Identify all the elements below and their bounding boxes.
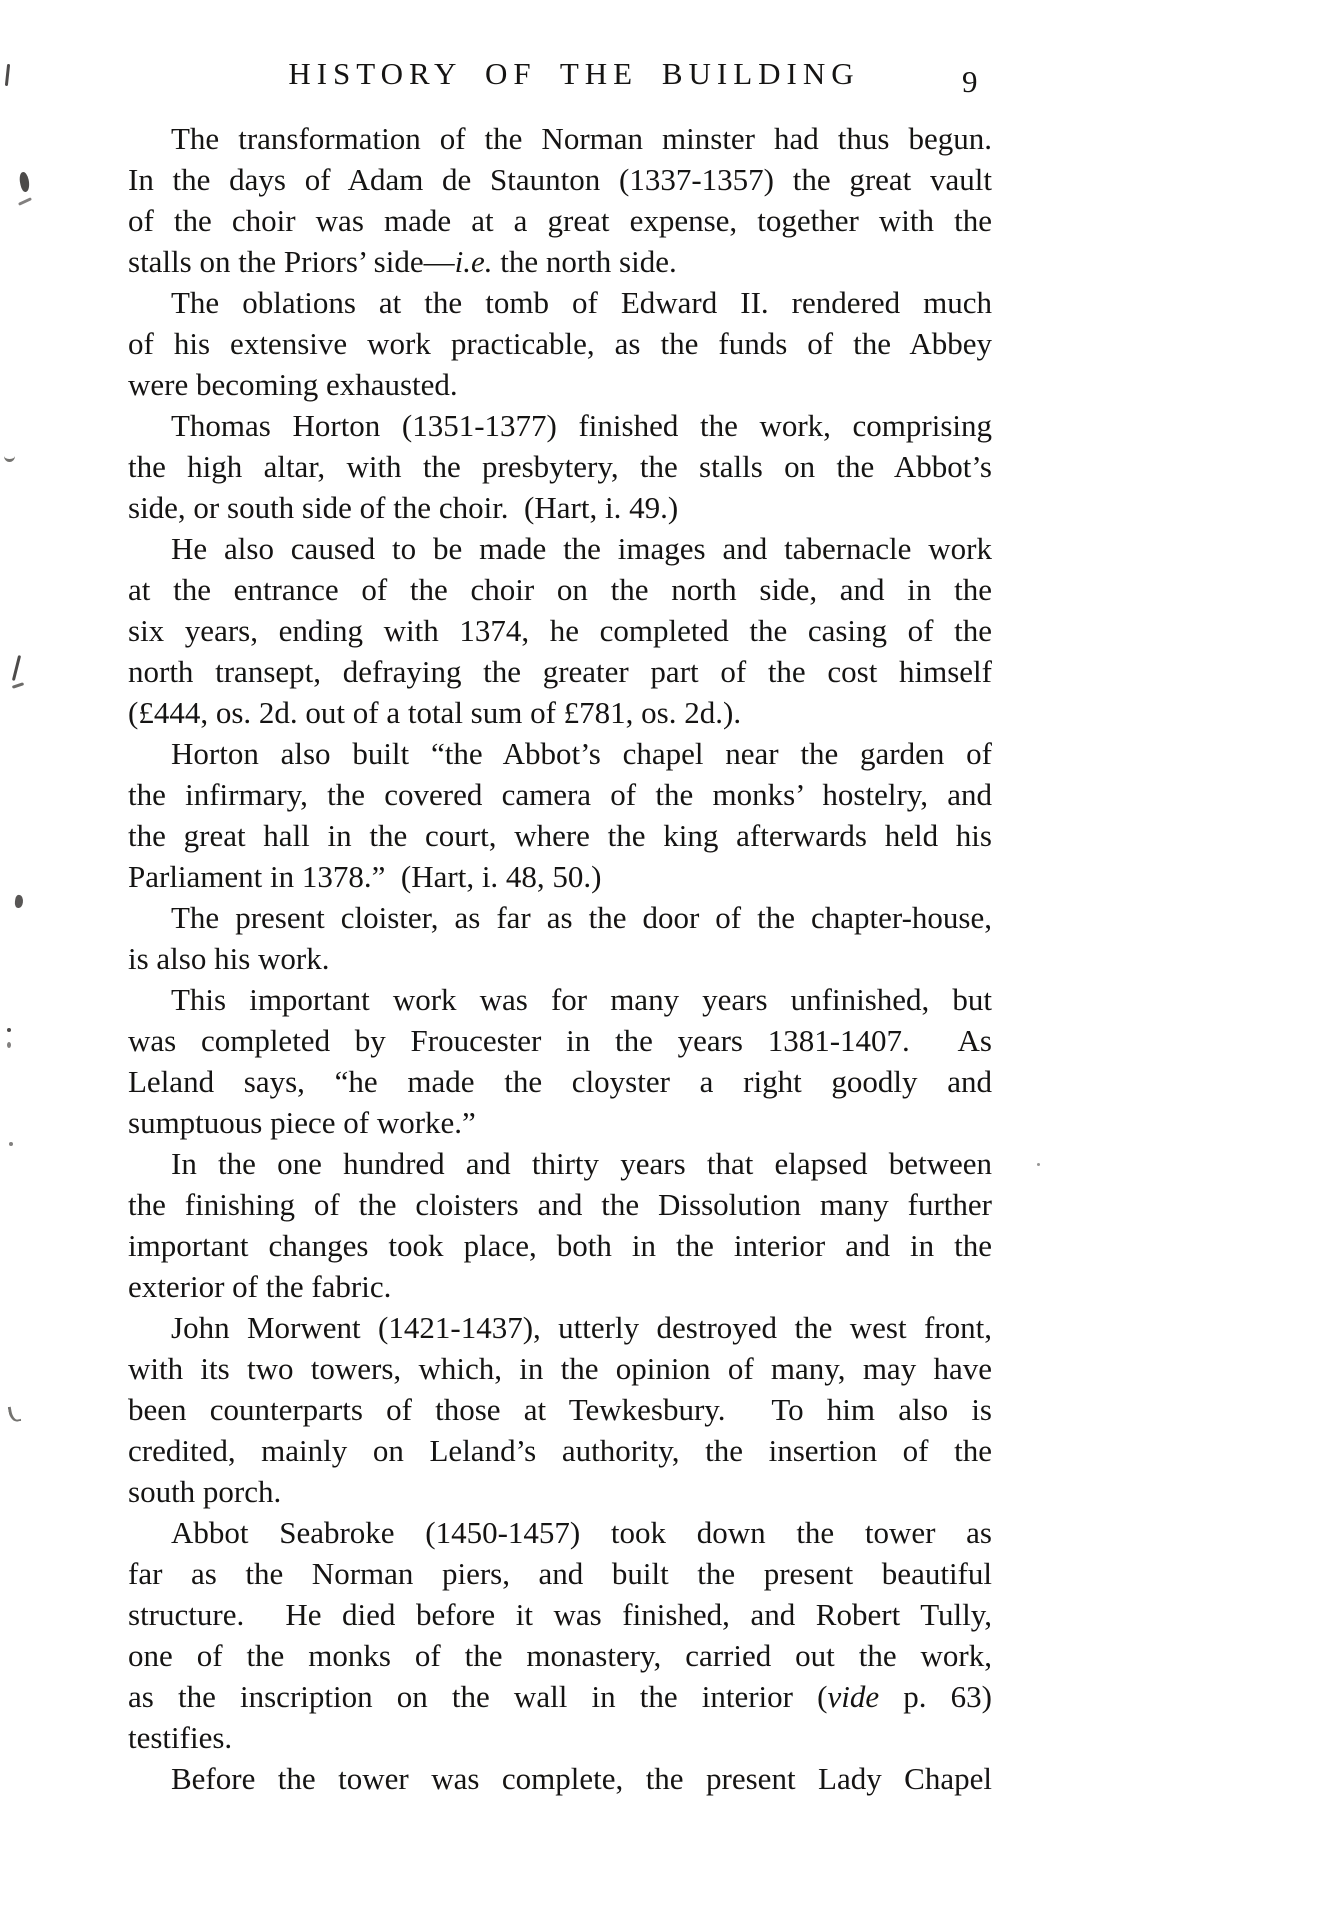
text-line: credited, mainly on Leland’s authority, the insertion of the <box>128 1433 992 1468</box>
text-line: The present cloister, as far as the door of the chapter-house, <box>171 900 992 935</box>
scan-speck <box>4 450 15 462</box>
text-line: side, or south side of the choir. (Hart, i. 49.) <box>128 490 679 525</box>
paragraph <box>128 733 992 897</box>
text-line: the great hall in the court, where the king afterwards held his <box>128 818 992 853</box>
scan-speck <box>12 682 24 689</box>
text-line: In the days of Adam de Staunton (1337-1357) the great vault <box>128 162 992 197</box>
text-line: of the choir was made at a great expense, together with the <box>128 203 992 238</box>
scan-speck <box>9 1142 13 1146</box>
paragraph <box>128 528 992 733</box>
text-line: Leland says, “he made the cloyster a right goodly and <box>128 1064 992 1099</box>
scan-speck <box>8 1405 22 1423</box>
scan-speck <box>18 171 31 192</box>
paragraph <box>128 897 992 979</box>
paragraph <box>128 1512 992 1758</box>
text-line: John Morwent (1421-1437), utterly destroyed the west front, <box>171 1310 992 1345</box>
text-line: important changes took place, both in the interior and in the <box>128 1228 992 1263</box>
text-line: six years, ending with 1374, he completed the casing of the <box>128 613 992 648</box>
text-line: In the one hundred and thirty years that elapsed between <box>171 1146 992 1181</box>
text-line: the high altar, with the presbytery, the stalls on the Abbot’s <box>128 449 992 484</box>
paragraph <box>128 118 992 282</box>
scan-speck <box>12 655 21 681</box>
text-line: Horton also built “the Abbot’s chapel near the garden of <box>171 736 992 771</box>
scan-speck <box>7 1042 11 1048</box>
paragraph <box>128 1758 992 1799</box>
text-line: The transformation of the Norman minster had thus begun. <box>171 121 992 156</box>
text-line: Before the tower was complete, the present Lady Chapel <box>171 1761 992 1796</box>
text-line: sumptuous piece of worke.” <box>128 1105 476 1140</box>
scan-speck <box>14 895 24 909</box>
text-line: The oblations at the tomb of Edward II. rendered much <box>171 285 992 320</box>
paragraph <box>128 282 992 405</box>
paragraph <box>128 1143 992 1307</box>
scan-speck <box>7 1028 11 1032</box>
text-line: structure. He died before it was finished, and Robert Tully, <box>128 1597 992 1632</box>
scan-speck <box>5 64 10 86</box>
text-line: of his extensive work practicable, as the funds of the Abbey <box>128 326 992 361</box>
scan-speck <box>18 197 32 206</box>
text-line: This important work was for many years unfinished, but <box>171 982 992 1017</box>
paragraph <box>128 405 992 528</box>
text-line: the finishing of the cloisters and the Dissolution many further <box>128 1187 992 1222</box>
text-line: as the inscription on the wall in the interior (vide p. 63) <box>128 1679 993 1714</box>
text-line: been counterparts of those at Tewkesbury. To him also is <box>128 1392 992 1427</box>
body-text <box>128 118 992 1799</box>
text-line: Parliament in 1378.” (Hart, i. 48, 50.) <box>128 859 602 894</box>
text-line: one of the monks of the monastery, carried out the work, <box>128 1638 992 1673</box>
text-line: testifies. <box>128 1720 233 1755</box>
text-line: at the entrance of the choir on the north side, and in the <box>128 572 992 607</box>
text-line: north transept, defraying the greater part of the cost himself <box>128 654 992 689</box>
text-line: south porch. <box>128 1474 282 1509</box>
text-line: He also caused to be made the images and tabernacle work <box>171 531 992 566</box>
text-line: the infirmary, the covered camera of the monks’ hostelry, and <box>128 777 992 812</box>
text-line: (£444, os. 2d. out of a total sum of £781, os. 2d.). <box>128 695 742 730</box>
paragraph <box>128 1307 992 1512</box>
page-number: 9 <box>962 64 978 99</box>
running-title: HISTORY OF THE BUILDING <box>288 56 860 91</box>
text-line: stalls on the Priors’ side—i.e. the north side. <box>128 244 677 279</box>
scan-speck <box>1037 1163 1040 1166</box>
text-line: were becoming exhausted. <box>128 367 458 402</box>
text-line: with its two towers, which, in the opinion of many, may have <box>128 1351 992 1386</box>
text-line: Thomas Horton (1351-1377) finished the work, comprising <box>171 408 992 443</box>
text-line: was completed by Froucester in the years 1381-1407. As <box>128 1023 992 1058</box>
text-line: exterior of the fabric. <box>128 1269 392 1304</box>
text-line: Abbot Seabroke (1450-1457) took down the tower as <box>171 1515 992 1550</box>
text-line: is also his work. <box>128 941 330 976</box>
paragraph <box>128 979 992 1143</box>
text-line: far as the Norman piers, and built the present beautiful <box>128 1556 992 1591</box>
